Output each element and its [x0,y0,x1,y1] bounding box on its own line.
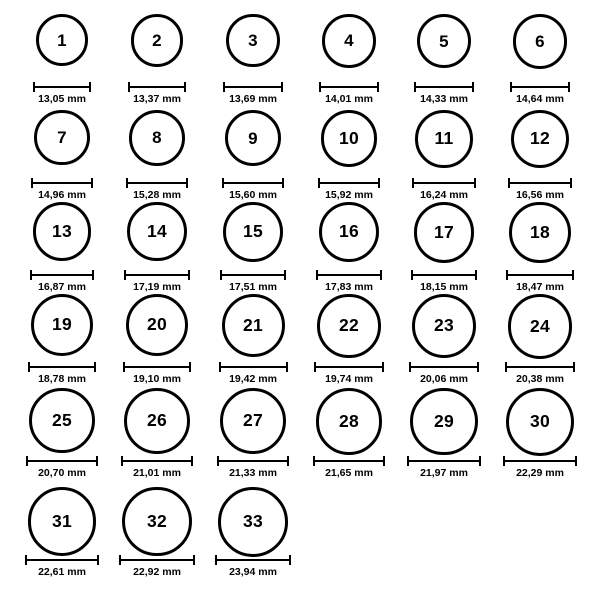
measure-cap-right [572,270,574,280]
ring-circle [31,294,93,356]
measure-line [30,274,95,276]
diameter-measure-bar [414,82,474,92]
diameter-label: 15,60 mm [229,188,277,201]
measure-cap-right [96,456,98,466]
measure-cap-left [25,555,27,565]
diameter-measure-bar [314,362,384,372]
diameter-measure-bar [412,178,476,188]
measure-line [505,366,576,368]
measure-cap-left [503,456,505,466]
ring-circle [129,110,185,166]
ring-size-number: 27 [242,410,264,431]
diameter-label: 21,33 mm [229,466,277,479]
measure-cap-left [414,82,416,92]
ring-size-number: 29 [433,410,455,431]
ring-circle [508,294,573,359]
measure-cap-right [479,456,481,466]
ring-size-cell [120,110,194,200]
ring-circle [36,14,88,66]
measure-cap-right [188,270,190,280]
measure-cap-left [505,362,507,372]
measure-cap-right [472,82,474,92]
diameter-label: 19,10 mm [133,372,181,385]
measure-cap-left [506,270,508,280]
ring-size-cell [120,388,194,479]
measure-cap-left [124,270,126,280]
ring-size-number: 13 [51,220,73,241]
measure-cap-left [412,178,414,188]
diameter-measure-bar [313,456,386,466]
ring-size-cell [120,14,194,104]
ring-size-number: 26 [146,410,168,431]
diameter-measure-bar [319,82,379,92]
diameter-measure-bar [121,456,193,466]
measure-cap-left [411,270,413,280]
measure-cap-right [289,555,291,565]
ring-size-number: 6 [535,31,545,51]
measure-cap-right [282,178,284,188]
ring-size-cell [407,294,481,384]
ring-size-number: 1 [57,30,67,50]
measure-line [314,366,384,368]
measure-cap-right [193,555,195,565]
measure-cap-right [184,82,186,92]
ring-size-number: 3 [248,31,258,51]
ring-size-cell [216,202,290,292]
ring-size-cell [503,294,577,384]
ring-circle [122,487,191,556]
ring-circle [513,14,568,69]
diameter-label: 19,42 mm [229,373,277,385]
diameter-measure-bar [123,362,191,372]
ring-circle [218,487,288,557]
measure-cap-left [219,362,221,372]
ring-size-cell [120,487,194,578]
measure-cap-left [33,82,35,92]
measure-cap-left [409,362,411,372]
diameter-label: 16,56 mm [516,188,564,201]
ring-size-cell [25,294,99,384]
ring-size-number: 21 [242,314,264,335]
ring-circle [222,294,285,357]
measure-line [319,86,379,88]
ring-size-number: 17 [433,221,455,242]
ring-size-number: 15 [242,221,264,242]
diameter-label: 19,74 mm [325,372,373,385]
ring-size-cell [312,294,386,384]
diameter-label: 21,97 mm [420,466,468,479]
measure-cap-left [319,82,321,92]
diameter-measure-bar [124,270,189,280]
ring-circle [319,202,379,262]
ring-circle [412,294,476,358]
ring-size-number: 30 [529,411,551,432]
diameter-label: 14,64 mm [516,93,564,105]
measure-line [215,559,291,561]
diameter-measure-bar [316,270,382,280]
diameter-measure-bar [222,178,284,188]
measure-line [506,274,573,276]
ring-size-cell [120,202,194,292]
measure-cap-right [377,82,379,92]
diameter-measure-bar [33,82,91,92]
diameter-measure-bar [25,555,100,565]
ring-size-cell [216,487,290,578]
ring-circle [29,388,94,453]
diameter-measure-bar [26,456,97,466]
measure-cap-left [215,555,217,565]
measure-line [121,460,193,462]
measure-cap-right [89,82,91,92]
diameter-label: 14,01 mm [325,92,373,105]
measure-line [25,559,100,561]
measure-cap-right [477,362,479,372]
measure-line [126,182,188,184]
ring-circle [509,202,570,263]
diameter-measure-bar [506,270,573,280]
measure-cap-right [575,456,577,466]
measure-line [407,460,480,462]
ring-size-cell [503,202,577,292]
ring-circle [220,388,286,454]
diameter-measure-bar [223,82,282,92]
ring-circle [410,388,477,455]
measure-cap-left [313,456,315,466]
measure-cap-left [316,270,318,280]
diameter-measure-bar [220,270,286,280]
measure-line [508,182,572,184]
ring-size-cell [25,388,99,478]
measure-cap-left [318,178,320,188]
ring-size-cell [312,110,386,200]
diameter-label: 23,94 mm [229,566,277,578]
ring-size-number: 24 [529,315,551,336]
ring-size-cell [312,388,386,478]
ring-size-cell [407,110,481,201]
diameter-measure-bar [505,362,576,372]
measure-line [28,366,96,368]
diameter-label: 14,33 mm [420,92,468,105]
measure-line [31,182,92,184]
measure-cap-left [217,456,219,466]
measure-cap-left [510,82,512,92]
diameter-measure-bar [126,178,188,188]
measure-line [414,86,474,88]
diameter-measure-bar [30,270,95,280]
diameter-measure-bar [409,362,479,372]
measure-line [124,274,189,276]
ring-size-number: 23 [433,315,455,336]
diameter-label: 13,37 mm [133,92,181,105]
ring-size-number: 19 [51,314,73,335]
measure-line [223,86,282,88]
measure-cap-right [573,362,575,372]
ring-size-number: 2 [152,30,162,50]
measure-cap-right [287,456,289,466]
measure-cap-left [128,82,130,92]
measure-cap-right [97,555,99,565]
measure-line [409,366,479,368]
ring-circle [131,14,184,67]
measure-line [318,182,381,184]
ring-size-number: 4 [344,31,354,51]
measure-cap-left [30,270,32,280]
ring-size-number: 31 [51,510,73,531]
measure-cap-right [383,456,385,466]
ring-size-cell [503,388,577,478]
measure-cap-right [382,362,384,372]
measure-cap-left [314,362,316,372]
ring-size-cell [407,14,481,104]
diameter-measure-bar [407,456,480,466]
measure-cap-right [475,270,477,280]
ring-circle [34,110,89,165]
measure-line [219,366,288,368]
diameter-label: 22,92 mm [133,566,181,578]
measure-cap-right [281,82,283,92]
diameter-label: 18,47 mm [516,280,564,293]
ring-circle [28,487,97,556]
ring-circle [225,110,281,166]
diameter-measure-bar [119,555,194,565]
diameter-label: 17,51 mm [229,280,277,293]
measure-line [313,460,386,462]
ring-size-cell [120,294,194,384]
measure-line [128,86,187,88]
ring-circle [511,110,569,168]
diameter-label: 13,05 mm [38,93,86,105]
measure-line [220,274,286,276]
ring-size-cell [25,487,99,578]
ring-circle [415,110,473,168]
diameter-label: 16,87 mm [38,280,86,293]
ring-circle [126,294,188,356]
diameter-measure-bar [503,456,577,466]
measure-cap-left [126,178,128,188]
diameter-measure-bar [318,178,381,188]
measure-cap-right [378,178,380,188]
measure-cap-left [508,178,510,188]
ring-circle [223,202,283,262]
diameter-measure-bar [510,82,571,92]
measure-cap-right [92,270,94,280]
measure-cap-left [222,178,224,188]
diameter-measure-bar [217,456,289,466]
ring-size-cell [312,202,386,293]
measure-cap-right [380,270,382,280]
measure-line [123,366,191,368]
measure-cap-left [28,362,30,372]
measure-line [119,559,194,561]
ring-size-cell [503,14,577,105]
diameter-label: 18,15 mm [420,280,468,293]
ring-size-number: 25 [51,409,73,430]
measure-cap-right [186,178,188,188]
ring-circle [506,388,574,456]
measure-line [503,460,577,462]
measure-line [411,274,478,276]
diameter-label: 21,65 mm [325,466,373,479]
ring-size-number: 10 [338,127,360,148]
measure-cap-left [223,82,225,92]
ring-size-cell [312,14,386,104]
ring-size-number: 33 [242,511,264,532]
diameter-label: 15,92 mm [325,188,373,201]
ring-size-number: 14 [146,220,168,241]
diameter-label: 13,69 mm [229,92,277,105]
measure-line [412,182,476,184]
measure-cap-right [474,178,476,188]
ring-size-number: 11 [434,128,454,148]
diameter-measure-bar [215,555,291,565]
measure-cap-right [568,82,570,92]
measure-line [217,460,289,462]
ring-circle [33,202,92,261]
ring-size-number: 5 [439,31,449,51]
ring-size-number: 9 [248,128,258,148]
ring-size-cell [25,14,99,105]
measure-line [510,86,571,88]
ring-size-cell [216,388,290,478]
diameter-measure-bar [508,178,572,188]
ring-size-cell [216,14,290,104]
diameter-label: 16,24 mm [420,189,468,201]
ring-size-number: 22 [338,315,360,336]
diameter-measure-bar [128,82,187,92]
diameter-label: 22,61 mm [38,566,86,578]
measure-cap-right [570,178,572,188]
ring-circle [317,294,381,358]
diameter-label: 14,96 mm [38,188,86,201]
diameter-label: 21,01 mm [133,467,181,479]
ring-size-number: 12 [529,128,551,149]
ring-size-cell [407,202,481,292]
ring-circle [417,14,471,68]
ring-circle [322,14,376,68]
ring-size-cell [407,388,481,478]
measure-cap-right [94,362,96,372]
diameter-label: 22,29 mm [516,466,564,479]
ring-circle [316,388,383,455]
measure-line [26,460,97,462]
measure-cap-left [119,555,121,565]
ring-size-number: 32 [146,510,168,531]
measure-cap-right [286,362,288,372]
ring-size-number: 20 [146,314,168,335]
diameter-label: 20,38 mm [516,372,564,385]
diameter-label: 17,19 mm [133,280,181,293]
diameter-measure-bar [219,362,288,372]
ring-circle [414,202,475,263]
ring-size-number: 28 [338,410,360,431]
measure-line [316,274,382,276]
measure-cap-left [123,362,125,372]
measure-cap-left [220,270,222,280]
ring-size-number: 7 [57,128,67,148]
measure-cap-left [26,456,28,466]
ring-size-number: 16 [338,221,360,242]
measure-cap-left [121,456,123,466]
diameter-measure-bar [28,362,96,372]
diameter-measure-bar [411,270,478,280]
measure-cap-right [91,178,93,188]
ring-circle [124,388,190,454]
ring-size-cell [216,110,290,200]
ring-size-number: 8 [152,128,162,148]
diameter-measure-bar [31,178,92,188]
measure-cap-right [284,270,286,280]
diameter-label: 18,78 mm [38,372,86,385]
diameter-label: 15,28 mm [133,188,181,201]
ring-size-number: 18 [529,221,551,242]
ring-circle [321,110,378,167]
measure-cap-right [189,362,191,372]
measure-line [222,182,284,184]
measure-cap-left [407,456,409,466]
measure-line [33,86,91,88]
ring-size-cell [503,110,577,200]
measure-cap-left [31,178,33,188]
ring-size-cell [216,294,290,385]
ring-size-cell [25,202,99,292]
ring-circle [127,202,186,261]
diameter-label: 20,06 mm [420,372,468,385]
ring-circle [226,14,279,67]
diameter-label: 17,83 mm [325,281,373,293]
diameter-label: 20,70 mm [38,466,86,479]
measure-cap-right [191,456,193,466]
ring-size-cell [25,110,99,200]
